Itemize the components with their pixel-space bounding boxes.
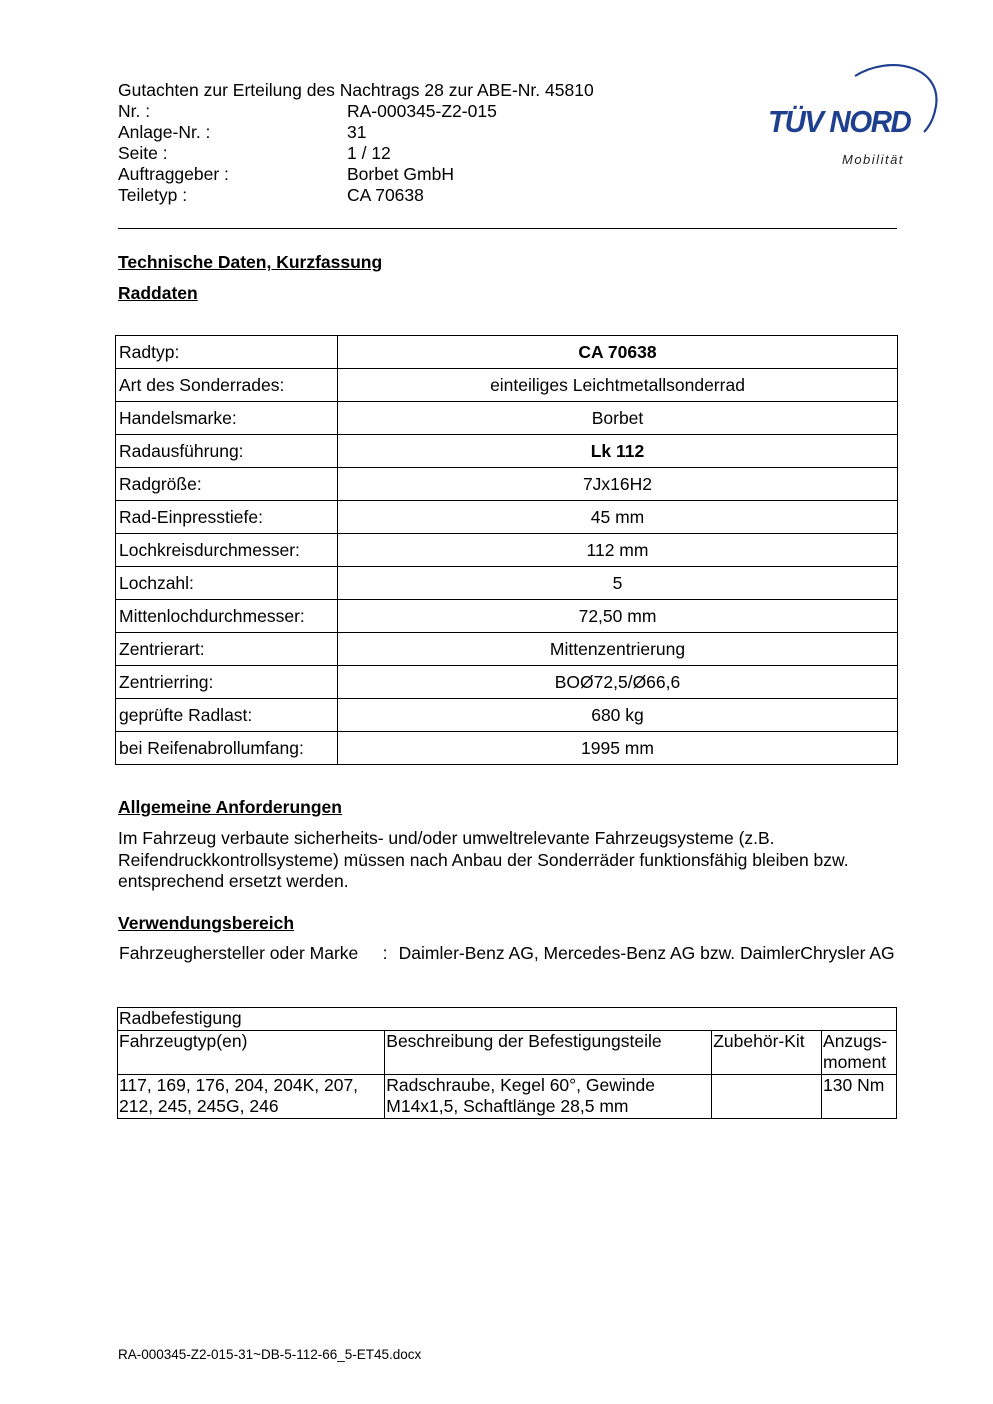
table-row	[116, 699, 898, 732]
section-title-verwendung: Verwendungsbereich	[118, 913, 295, 933]
header-label: Seite :	[118, 143, 168, 163]
row-value: 112 mm	[338, 534, 898, 567]
header-row	[118, 122, 594, 143]
table-title-row	[118, 1008, 897, 1031]
verwendung-value: Daimler-Benz AG, Mercedes-Benz AG bzw. DaimlerChrysler AG	[398, 943, 895, 963]
header-value: CA 70638	[347, 185, 424, 205]
row-value: Mittenzentrierung	[338, 633, 898, 666]
column-header: Anzugs-moment	[822, 1030, 897, 1074]
header-value: Borbet GmbH	[347, 164, 454, 184]
table-cell: Radschraube, Kegel 60°, Gewinde M14x1,5, Schaftlänge 28,5 mm	[385, 1074, 712, 1118]
row-label: bei Reifenabrollumfang:	[116, 732, 338, 765]
row-value: 5	[338, 567, 898, 600]
table-row	[116, 435, 898, 468]
row-value: BOØ72,5/Ø66,6	[338, 666, 898, 699]
row-label: Art des Sonderrades:	[116, 369, 338, 402]
table-row	[116, 501, 898, 534]
row-value: einteiliges Leichtmetallsonderrad	[338, 369, 898, 402]
header-row	[118, 143, 594, 164]
header-divider	[118, 228, 897, 229]
table-row	[116, 666, 898, 699]
header-value: 31	[347, 122, 367, 142]
table-row	[116, 732, 898, 765]
row-label: Radtyp:	[116, 336, 338, 369]
table-title: Radbefestigung	[118, 1008, 897, 1031]
header-label: Auftraggeber :	[118, 164, 229, 184]
row-label: Zentrierring:	[116, 666, 338, 699]
row-label: Handelsmarke:	[116, 402, 338, 435]
table-header-row	[118, 1030, 897, 1074]
table-row	[116, 600, 898, 633]
verwendung-colon: :	[382, 943, 388, 963]
radbefestigung-table	[117, 1007, 897, 1119]
header-row	[118, 185, 594, 206]
section-title-technische-daten: Technische Daten, Kurzfassung	[118, 252, 383, 272]
row-label: Lochzahl:	[116, 567, 338, 600]
table-row	[116, 369, 898, 402]
table-row	[116, 567, 898, 600]
raddaten-table	[115, 335, 898, 765]
row-value: CA 70638	[338, 336, 898, 369]
row-label: Radausführung:	[116, 435, 338, 468]
row-value: 72,50 mm	[338, 600, 898, 633]
row-label: Radgröße:	[116, 468, 338, 501]
row-label: Rad-Einpresstiefe:	[116, 501, 338, 534]
verwendung-label: Fahrzeughersteller oder Marke	[119, 943, 359, 963]
table-row	[118, 1074, 897, 1118]
header-value: 1 / 12	[347, 143, 391, 163]
column-header: Beschreibung der Befestigungsteile	[385, 1030, 712, 1074]
logo-subtitle: Mobilität	[842, 152, 904, 167]
table-row	[116, 633, 898, 666]
column-header: Fahrzeugtyp(en)	[118, 1030, 385, 1074]
header-label: Nr. :	[118, 101, 151, 121]
header-value: RA-000345-Z2-015	[347, 101, 497, 121]
table-row	[116, 468, 898, 501]
table-row	[116, 402, 898, 435]
row-value: 45 mm	[338, 501, 898, 534]
row-value: Borbet	[338, 402, 898, 435]
row-value: 7Jx16H2	[338, 468, 898, 501]
header-label: Teiletyp :	[118, 185, 188, 205]
document-title: Gutachten zur Erteilung des Nachtrags 28 zur ABE-Nr. 45810	[118, 80, 594, 100]
section-title-allgemeine: Allgemeine Anforderungen	[118, 797, 342, 817]
tuv-nord-logo	[760, 58, 945, 173]
row-label: geprüfte Radlast:	[116, 699, 338, 732]
header-label: Anlage-Nr. :	[118, 122, 211, 142]
row-label: Zentrierart:	[116, 633, 338, 666]
table-row	[116, 534, 898, 567]
table-row	[116, 336, 898, 369]
allgemeine-paragraph: Im Fahrzeug verbaute sicherheits- und/oder umweltrelevante Fahrzeugsysteme (z.B. Reifendruckkontrollsysteme) müssen nach Anbau der Sonderräder funktionsfähig bleiben bzw. entsprechend ersetzt werden.	[118, 828, 849, 891]
row-label: Mittenlochdurchmesser:	[116, 600, 338, 633]
column-header: Zubehör-Kit	[712, 1030, 822, 1074]
section-title-raddaten: Raddaten	[118, 283, 198, 303]
header-row	[118, 101, 594, 122]
header-row	[118, 164, 594, 185]
document-header	[118, 80, 594, 206]
row-value: 680 kg	[338, 699, 898, 732]
logo-wordmark: TÜV NORD	[768, 104, 911, 139]
table-cell: 130 Nm	[822, 1074, 897, 1118]
table-cell	[712, 1074, 822, 1118]
row-label: Lochkreisdurchmesser:	[116, 534, 338, 567]
row-value: 1995 mm	[338, 732, 898, 765]
table-cell: 117, 169, 176, 204, 204K, 207, 212, 245, 245G, 246	[118, 1074, 385, 1118]
verwendung-row	[118, 943, 898, 964]
footer-filename: RA-000345-Z2-015-31~DB-5-112-66_5-ET45.docx	[118, 1347, 422, 1362]
row-value: Lk 112	[338, 435, 898, 468]
